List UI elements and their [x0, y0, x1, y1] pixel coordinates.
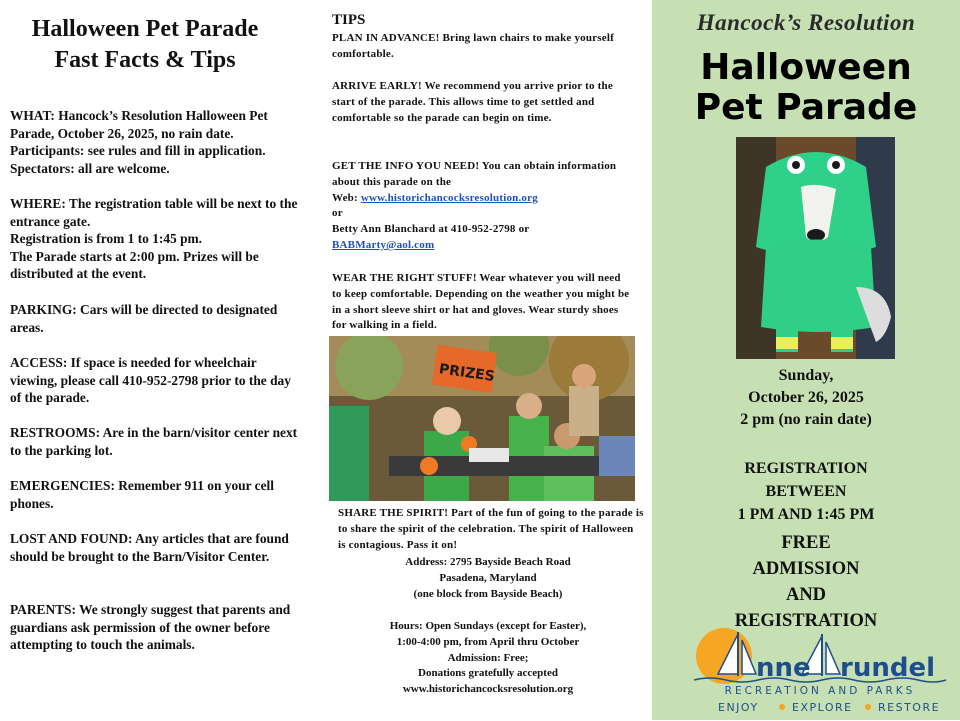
registration-block: [652, 457, 960, 526]
hours-line3: Admission: Free;: [447, 651, 529, 664]
registration-line1: REGISTRATION: [744, 460, 868, 477]
free-line1: FREE: [781, 533, 831, 553]
logo-name-part2: rundel: [840, 653, 935, 683]
fact-parents: PARENTS: We strongly suggest that parents and guardians ask permission of the owner before attempting to touch the animals.: [10, 602, 291, 653]
hours-line4: Donations gratefully accepted: [418, 667, 558, 680]
event-day: Sunday,: [778, 367, 834, 384]
tips-title: TIPS: [332, 12, 366, 28]
logo-explore: EXPLORE: [792, 701, 853, 714]
fact-parking: PARKING: Cars will be directed to designated areas.: [10, 302, 278, 335]
tip-info-intro: GET THE INFO YOU NEED! You can obtain information about this parade on the: [332, 160, 617, 188]
tip-info: [332, 159, 632, 254]
free-line3: AND: [785, 585, 827, 605]
parade-title-line1: Halloween: [700, 47, 912, 88]
event-date: October 26, 2025: [748, 389, 864, 406]
fact-emergencies: EMERGENCIES: Remember 911 on your cell phones.: [10, 478, 274, 511]
tip-wear: WEAR THE RIGHT STUFF! Wear whatever you will need to keep comfortable. Depending on the weather you might be in a short sleeve shirt or hat and gloves. Wear sturdy shoes for walking in a field.: [332, 272, 630, 332]
registration-line3: 1 PM AND 1:45 PM: [737, 506, 875, 523]
logo-enjoy: ENJOY: [718, 701, 759, 714]
address-line3: (one block from Bayside Beach): [413, 587, 563, 600]
fast-facts-title: Halloween Pet Parade Fast Facts & Tips: [31, 16, 259, 73]
tip-share: SHARE THE SPIRIT! Part of the fun of going to the parade is to share the spirit of the celebration. The spirit of Halloween is contagious. Pass it on!: [338, 507, 644, 551]
hours-line2: 1:00-4:00 pm, from April thru October: [396, 635, 580, 648]
registration-line2: BETWEEN: [765, 483, 847, 500]
prizes-table-photo: [329, 336, 635, 501]
dog-costume-photo: [736, 137, 895, 359]
tips-panel: [318, 0, 652, 720]
free-line2: ADMISSION: [752, 559, 860, 579]
logo-restore: RESTORE: [878, 701, 941, 714]
hours-line1: Hours: Open Sundays (except for Easter),: [389, 620, 587, 632]
parade-title-line2: Pet Parade: [694, 87, 918, 128]
org-title: Hancock’s Resolution: [696, 10, 916, 35]
cover-panel: [652, 0, 960, 720]
anne-arundel-logo: [690, 626, 950, 716]
event-date-block: [652, 365, 960, 431]
address-block: [332, 555, 644, 602]
hours-line5: www.historichancocksresolution.org: [402, 683, 574, 696]
event-time: 2 pm (no rain date): [740, 411, 872, 428]
fact-lost-found: LOST AND FOUND: Any articles that are found should be brought to the Barn/Visitor Center.: [10, 531, 289, 564]
logo-line2: RECREATION AND PARKS: [724, 685, 916, 697]
tip-arrive: ARRIVE EARLY! We recommend you arrive prior to the start of the parade. This allows time to get settled and comfortable so the parade can begin on time.: [332, 80, 613, 124]
address-line1: Address: 2795 Bayside Beach Road: [405, 556, 571, 568]
web-label: Web:: [332, 191, 358, 204]
email-link[interactable]: BABMarty@aol.com: [332, 238, 435, 251]
prizes-sign-text: PRIZES: [437, 361, 496, 385]
tip-plan: PLAN IN ADVANCE! Bring lawn chairs to make yourself comfortable.: [332, 32, 614, 60]
free-line4: REGISTRATION: [734, 611, 878, 631]
address-line2: Pasadena, Maryland: [439, 571, 537, 584]
fact-access: ACCESS: If space is needed for wheelchair viewing, please call 410-952-2798 prior to the day of the parade.: [10, 355, 291, 406]
fact-what: WHAT: Hancock’s Resolution Halloween Pet Parade, October 26, 2025, no rain date. Participants: see rules and fill in application. Spectators: all are welcome.: [10, 108, 268, 176]
contact-text: Betty Ann Blanchard at 410-952-2798 or: [332, 223, 530, 236]
logo-name-part1: nne: [756, 653, 811, 683]
hours-block: [332, 619, 644, 698]
fact-where: WHERE: The registration table will be next to the entrance gate. Registration is from 1 to 1:45 pm. The Parade starts at 2:00 pm. Prizes will be distributed at the event.: [10, 196, 298, 282]
free-admission-block: [652, 530, 960, 634]
fast-facts-panel: [0, 0, 318, 720]
fact-restrooms: RESTROOMS: Are in the barn/visitor center next to the parking lot.: [10, 425, 298, 458]
or-text: or: [332, 207, 343, 220]
web-link[interactable]: www.historichancocksresolution.org: [360, 191, 538, 204]
parade-title: [652, 48, 960, 128]
